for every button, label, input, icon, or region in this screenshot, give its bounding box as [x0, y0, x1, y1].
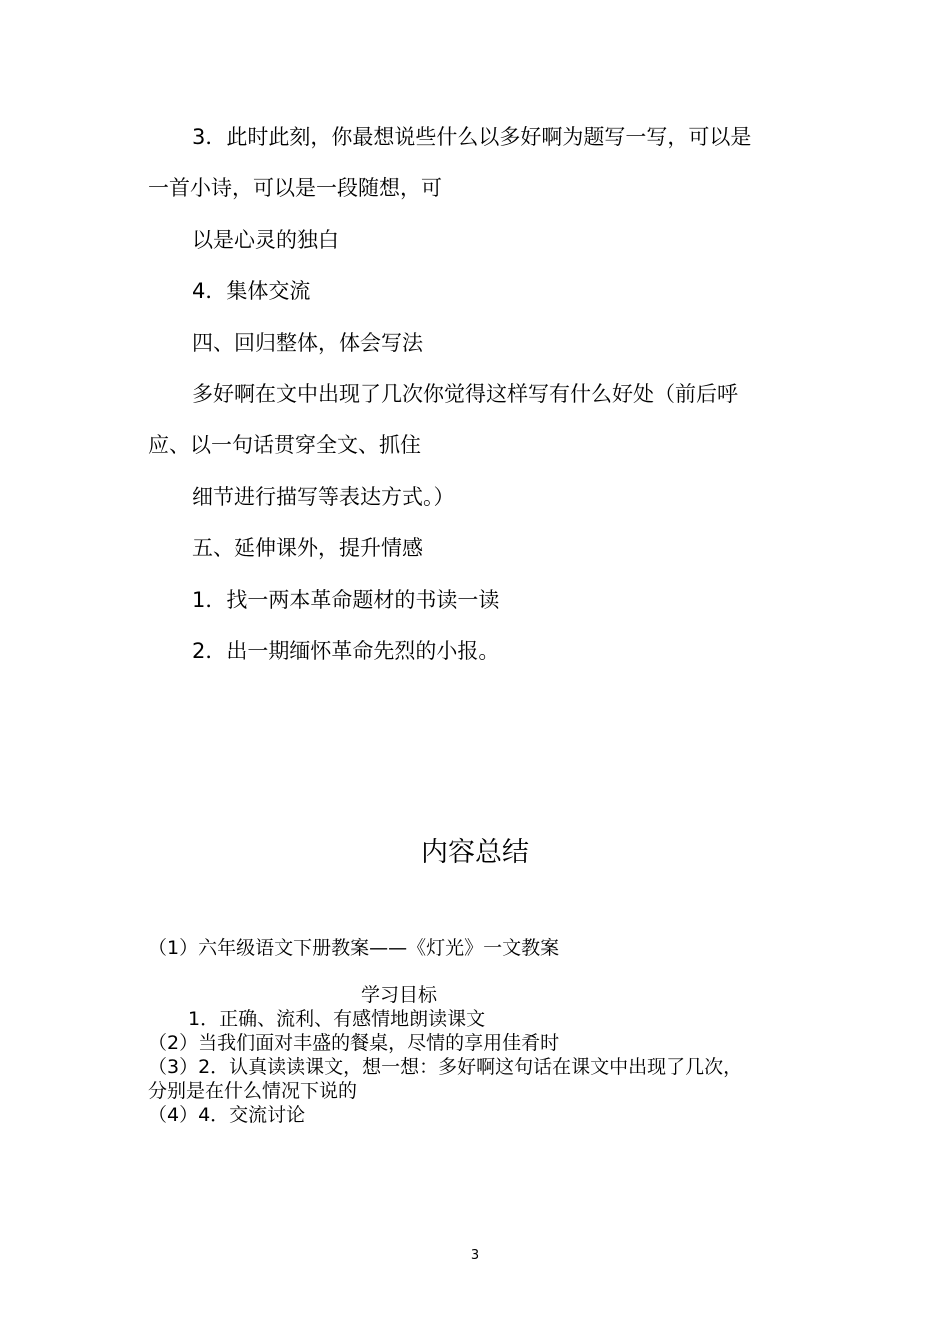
body-line: 以是心灵的独白: [192, 228, 339, 252]
body-line: 应、以一句话贯穿全文、抓住: [148, 433, 421, 457]
summary-subheading: 学习目标: [361, 984, 438, 1006]
summary-line: 分别是在什么情况下说的: [148, 1080, 358, 1102]
body-line: 2．出一期缅怀革命先烈的小报。: [192, 639, 500, 663]
summary-line: （2）当我们面对丰盛的餐桌，尽情的享用佳肴时: [148, 1032, 560, 1054]
summary-line: （4）4．交流讨论: [148, 1104, 306, 1126]
summary-line: （1）六年级语文下册教案——《灯光》一文教案: [148, 937, 560, 959]
summary-line: 1．正确、流利、有感情地朗读课文: [188, 1008, 486, 1030]
body-line: 4．集体交流: [192, 279, 311, 303]
body-line: 3．此时此刻，你最想说些什么以多好啊为题写一写，可以是: [192, 125, 752, 149]
summary-line: （3）2．认真读读课文，想一想：多好啊这句话在课文中出现了几次，: [148, 1056, 743, 1078]
body-line: 多好啊在文中出现了几次你觉得这样写有什么好处（前后呼: [192, 382, 738, 406]
summary-title: 内容总结: [421, 837, 529, 868]
body-line: 细节进行描写等表达方式。）: [192, 485, 455, 509]
body-line: 一首小诗，可以是一段随想，可: [148, 176, 442, 200]
section-heading: 四、回归整体，体会写法: [192, 331, 423, 355]
section-heading: 五、延伸课外，提升情感: [192, 536, 423, 560]
page-number: 3: [470, 1248, 480, 1263]
body-line: 1．找一两本革命题材的书读一读: [192, 588, 500, 612]
